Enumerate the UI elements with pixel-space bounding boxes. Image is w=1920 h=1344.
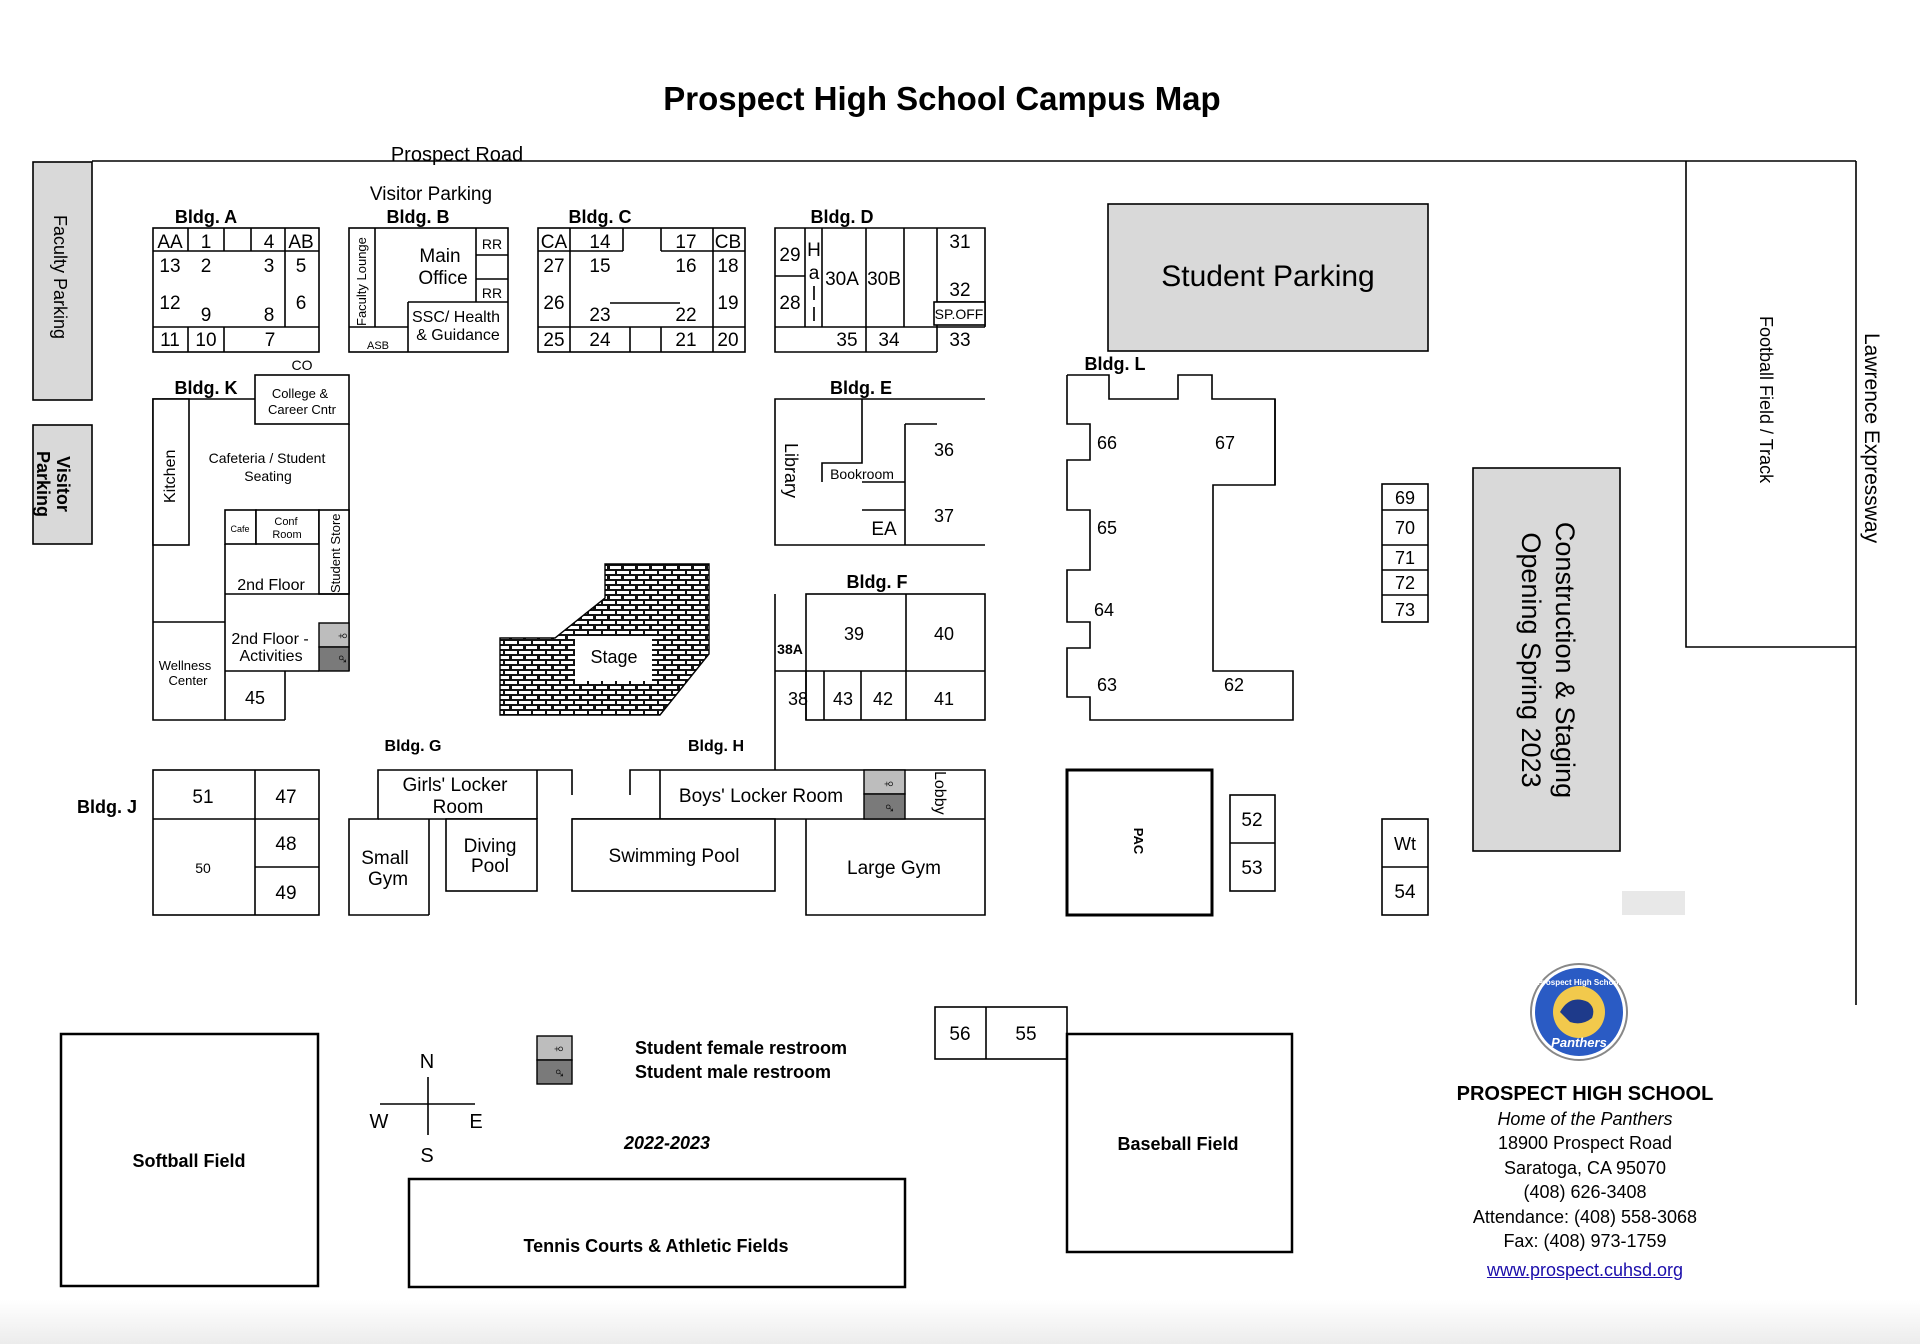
- room: 43: [832, 689, 854, 709]
- compass-e: E: [469, 1111, 483, 1133]
- boys-locker: Boys' Locker Room: [678, 786, 844, 807]
- swimming-pool: Swimming Pool: [608, 846, 740, 867]
- bldg-h-label: Bldg. H: [688, 738, 744, 755]
- room: 67: [1214, 433, 1236, 453]
- room: 15: [589, 256, 611, 277]
- room: 40: [933, 624, 955, 644]
- bldg-l-label: Bldg. L: [1084, 354, 1146, 374]
- cafe: Cafe: [230, 524, 250, 534]
- room: 66: [1096, 433, 1118, 453]
- room: 10: [195, 330, 217, 351]
- room: 12: [159, 293, 181, 314]
- conf-room-line1: Conf: [274, 516, 298, 528]
- school-name: PROSPECT HIGH SCHOOL: [1456, 1083, 1714, 1105]
- building-g: [349, 738, 572, 915]
- room: 47: [275, 787, 297, 808]
- male-symbol-icon: ♂: [880, 802, 897, 814]
- tennis-courts-label: Tennis Courts & Athletic Fields: [523, 1236, 789, 1256]
- legend: [537, 1036, 847, 1084]
- room: 69: [1394, 488, 1416, 508]
- room: 23: [589, 305, 611, 326]
- building-j: [77, 770, 319, 915]
- logo-bottom-text: Panthers: [1551, 1035, 1607, 1050]
- logo-top-text: Prospect High School: [1537, 978, 1621, 987]
- hall-letter: a: [808, 263, 820, 284]
- room: 6: [295, 293, 307, 314]
- girls-locker-line2: Room: [432, 797, 484, 818]
- room: 35: [836, 330, 858, 351]
- female-symbol-icon: ♀: [880, 778, 897, 790]
- room: 50: [195, 860, 211, 876]
- room: 13: [159, 256, 181, 277]
- female-symbol-icon: ♀: [550, 1043, 567, 1055]
- ssc-line1: SSC/ Health: [411, 309, 501, 326]
- pac-label: PAC: [1131, 827, 1146, 855]
- map-title: Prospect High School Campus Map: [663, 80, 1221, 117]
- bldg-b-label: Bldg. B: [386, 207, 450, 227]
- room: 71: [1394, 548, 1416, 568]
- ssc-line2: & Guidance: [416, 327, 500, 344]
- room: 53: [1241, 858, 1263, 879]
- room: 21: [675, 330, 697, 351]
- main-office-line2: Office: [418, 268, 468, 289]
- school-info: [1395, 1082, 1775, 1282]
- restroom-label: RR: [481, 285, 503, 301]
- visitor-parking-side-label: [33, 451, 73, 517]
- weight-room: Wt: [1394, 834, 1416, 854]
- svg-text:Construction & Staging: Construction & Staging: [1550, 521, 1580, 799]
- room: 48: [275, 834, 297, 855]
- legend-female-label: Student female restroom: [635, 1038, 848, 1058]
- phone: (408) 626-3408: [1523, 1182, 1647, 1202]
- road-prospect: Prospect Road: [390, 144, 524, 166]
- room: 51: [192, 787, 214, 808]
- stage-label: Stage: [590, 647, 638, 667]
- stage: [500, 564, 709, 715]
- room: 30B: [867, 269, 901, 290]
- room-ea: EA: [871, 519, 897, 540]
- room: 7: [264, 330, 276, 351]
- room: 16: [675, 256, 697, 277]
- small-gym-line2: Gym: [367, 869, 409, 890]
- college-line2: Career Cntr: [268, 402, 336, 417]
- room: 25: [543, 330, 565, 351]
- diving-pool-line2: Pool: [470, 856, 510, 877]
- bldg-k-label: Bldg. K: [174, 378, 238, 398]
- legend-male-label: Student male restroom: [635, 1062, 832, 1082]
- portables-56-55: [935, 1007, 1067, 1059]
- activities-line1: 2nd Floor -: [231, 631, 309, 648]
- lobby: Lobby: [931, 771, 948, 815]
- special-office: SP.OFF: [934, 306, 984, 322]
- address-line2: Saratoga, CA 95070: [1503, 1157, 1667, 1178]
- school-year: 2022-2023: [623, 1133, 711, 1153]
- portables-69-73: [1382, 484, 1428, 622]
- attendance-phone: Attendance: (408) 558-3068: [1472, 1206, 1698, 1227]
- room: 31: [949, 232, 971, 253]
- compass-s: S: [420, 1145, 434, 1167]
- hall-letter: l: [811, 284, 817, 305]
- school-motto: Home of the Panthers: [1497, 1108, 1673, 1129]
- room: 33: [949, 330, 971, 351]
- room: 38: [787, 689, 809, 709]
- room: 54: [1394, 882, 1416, 903]
- visitor-parking-top: Visitor Parking: [369, 184, 493, 205]
- tennis-courts: [409, 1179, 905, 1287]
- asb: ASB: [366, 340, 390, 352]
- building-f: [775, 572, 985, 720]
- room: 49: [275, 883, 297, 904]
- room: 45: [244, 688, 266, 708]
- second-floor: 2nd Floor: [237, 577, 305, 594]
- room: 34: [878, 330, 900, 351]
- bldg-c-label: Bldg. C: [568, 207, 632, 227]
- room: 37: [933, 506, 955, 526]
- faculty-parking-label: Faculty Parking: [50, 215, 70, 340]
- hall-letter: H: [807, 240, 821, 261]
- room: AB: [288, 232, 314, 253]
- room: 9: [200, 305, 212, 326]
- svg-text:Opening Spring 2023: Opening Spring 2023: [1516, 532, 1546, 788]
- room: 73: [1394, 600, 1416, 620]
- football-field-label: Football Field / Track: [1756, 316, 1776, 484]
- panthers-logo: [1531, 964, 1627, 1060]
- activities-line2: Activities: [239, 648, 303, 665]
- construction-marker: [1622, 891, 1685, 915]
- fax: Fax: (408) 973-1759: [1503, 1231, 1667, 1251]
- room: 30A: [825, 269, 859, 290]
- student-store: Student Store: [328, 513, 343, 593]
- room: 18: [717, 256, 739, 277]
- room: 72: [1394, 573, 1416, 593]
- male-symbol-icon: ♂: [550, 1067, 567, 1079]
- room: CB: [714, 232, 742, 253]
- room: 63: [1096, 675, 1118, 695]
- room: 27: [543, 256, 565, 277]
- building-h: [572, 720, 985, 915]
- library: Library: [781, 443, 801, 499]
- page-bottom-fade: [0, 1300, 1920, 1344]
- room: 28: [779, 293, 801, 314]
- room: 2: [200, 256, 212, 277]
- kitchen: Kitchen: [162, 449, 179, 503]
- room: 56: [949, 1024, 971, 1045]
- bldg-j-label: Bldg. J: [76, 797, 138, 817]
- diving-pool-line1: Diving: [463, 836, 517, 857]
- room: 1: [200, 232, 212, 253]
- small-gym-line1: Small: [361, 848, 409, 869]
- room: 36: [933, 440, 955, 460]
- building-d: [775, 207, 985, 352]
- room: 17: [675, 232, 697, 253]
- softball-field-label: Softball Field: [132, 1151, 246, 1171]
- compass: [370, 1051, 483, 1167]
- building-b: [349, 207, 508, 352]
- room: 14: [589, 232, 611, 253]
- conf-room-line2: Room: [272, 529, 302, 541]
- bldg-g-label: Bldg. G: [384, 738, 442, 755]
- room: 3: [263, 256, 275, 277]
- room: 52: [1241, 810, 1263, 831]
- room: 22: [675, 305, 697, 326]
- room: 11: [160, 330, 180, 351]
- building-a: [153, 207, 319, 352]
- hall-letter: l: [811, 305, 817, 326]
- svg-text:Visitor: Visitor: [53, 456, 73, 512]
- wellness-line2: Center: [168, 673, 208, 688]
- room: 8: [263, 305, 275, 326]
- room: 39: [843, 624, 865, 644]
- portables-52-53: [1230, 795, 1275, 891]
- room: 4: [263, 232, 275, 253]
- room: 5: [295, 256, 307, 277]
- room: 20: [717, 330, 739, 351]
- room: CA: [540, 232, 568, 253]
- room: 65: [1096, 518, 1118, 538]
- room: 42: [872, 689, 894, 709]
- room: 32: [949, 280, 971, 301]
- bldg-d-label: Bldg. D: [810, 207, 874, 227]
- main-office-line1: Main: [419, 246, 461, 267]
- bookroom: Bookroom: [830, 466, 894, 482]
- road-lawrence: Lawrence Expressway: [1860, 333, 1883, 544]
- room: 24: [589, 330, 611, 351]
- bldg-e-label: Bldg. E: [830, 378, 892, 398]
- building-l: [1067, 354, 1293, 720]
- building-k: [153, 357, 351, 720]
- female-symbol-icon: ♀: [334, 630, 351, 642]
- co-label: CO: [291, 357, 313, 373]
- address-line1: 18900 Prospect Road: [1497, 1133, 1673, 1153]
- compass-n: N: [419, 1051, 435, 1073]
- room: 38A: [777, 641, 803, 657]
- room: 41: [933, 689, 955, 709]
- building-c: [538, 207, 745, 352]
- room: 62: [1223, 675, 1245, 695]
- room: 19: [717, 293, 739, 314]
- website-link[interactable]: www.prospect.cuhsd.org: [1486, 1259, 1684, 1280]
- svg-text:Parking: Parking: [33, 450, 53, 518]
- cafeteria-line2: Seating: [244, 468, 292, 484]
- bldg-f-label: Bldg. F: [846, 572, 908, 592]
- male-symbol-icon: ♂: [333, 653, 350, 665]
- student-parking-label: Student Parking: [1161, 260, 1375, 293]
- college-line1: College &: [271, 386, 329, 401]
- girls-locker-line1: Girls' Locker: [402, 775, 508, 796]
- portables-wt-54: [1382, 819, 1428, 915]
- baseball-field-label: Baseball Field: [1117, 1134, 1239, 1154]
- faculty-lounge: Faculty Lounge: [354, 237, 369, 326]
- large-gym: Large Gym: [847, 858, 941, 879]
- building-e: [775, 378, 985, 545]
- wellness-line1: Wellness: [158, 658, 212, 673]
- restroom-label: RR: [481, 236, 503, 252]
- cafeteria-line1: Cafeteria / Student: [208, 450, 326, 466]
- compass-w: W: [369, 1111, 389, 1133]
- room: 55: [1015, 1024, 1037, 1045]
- room: AA: [157, 232, 183, 253]
- bldg-a-label: Bldg. A: [174, 207, 238, 227]
- room: 70: [1394, 518, 1416, 538]
- room: 29: [779, 245, 801, 266]
- room: 64: [1093, 600, 1115, 620]
- room: 26: [543, 293, 565, 314]
